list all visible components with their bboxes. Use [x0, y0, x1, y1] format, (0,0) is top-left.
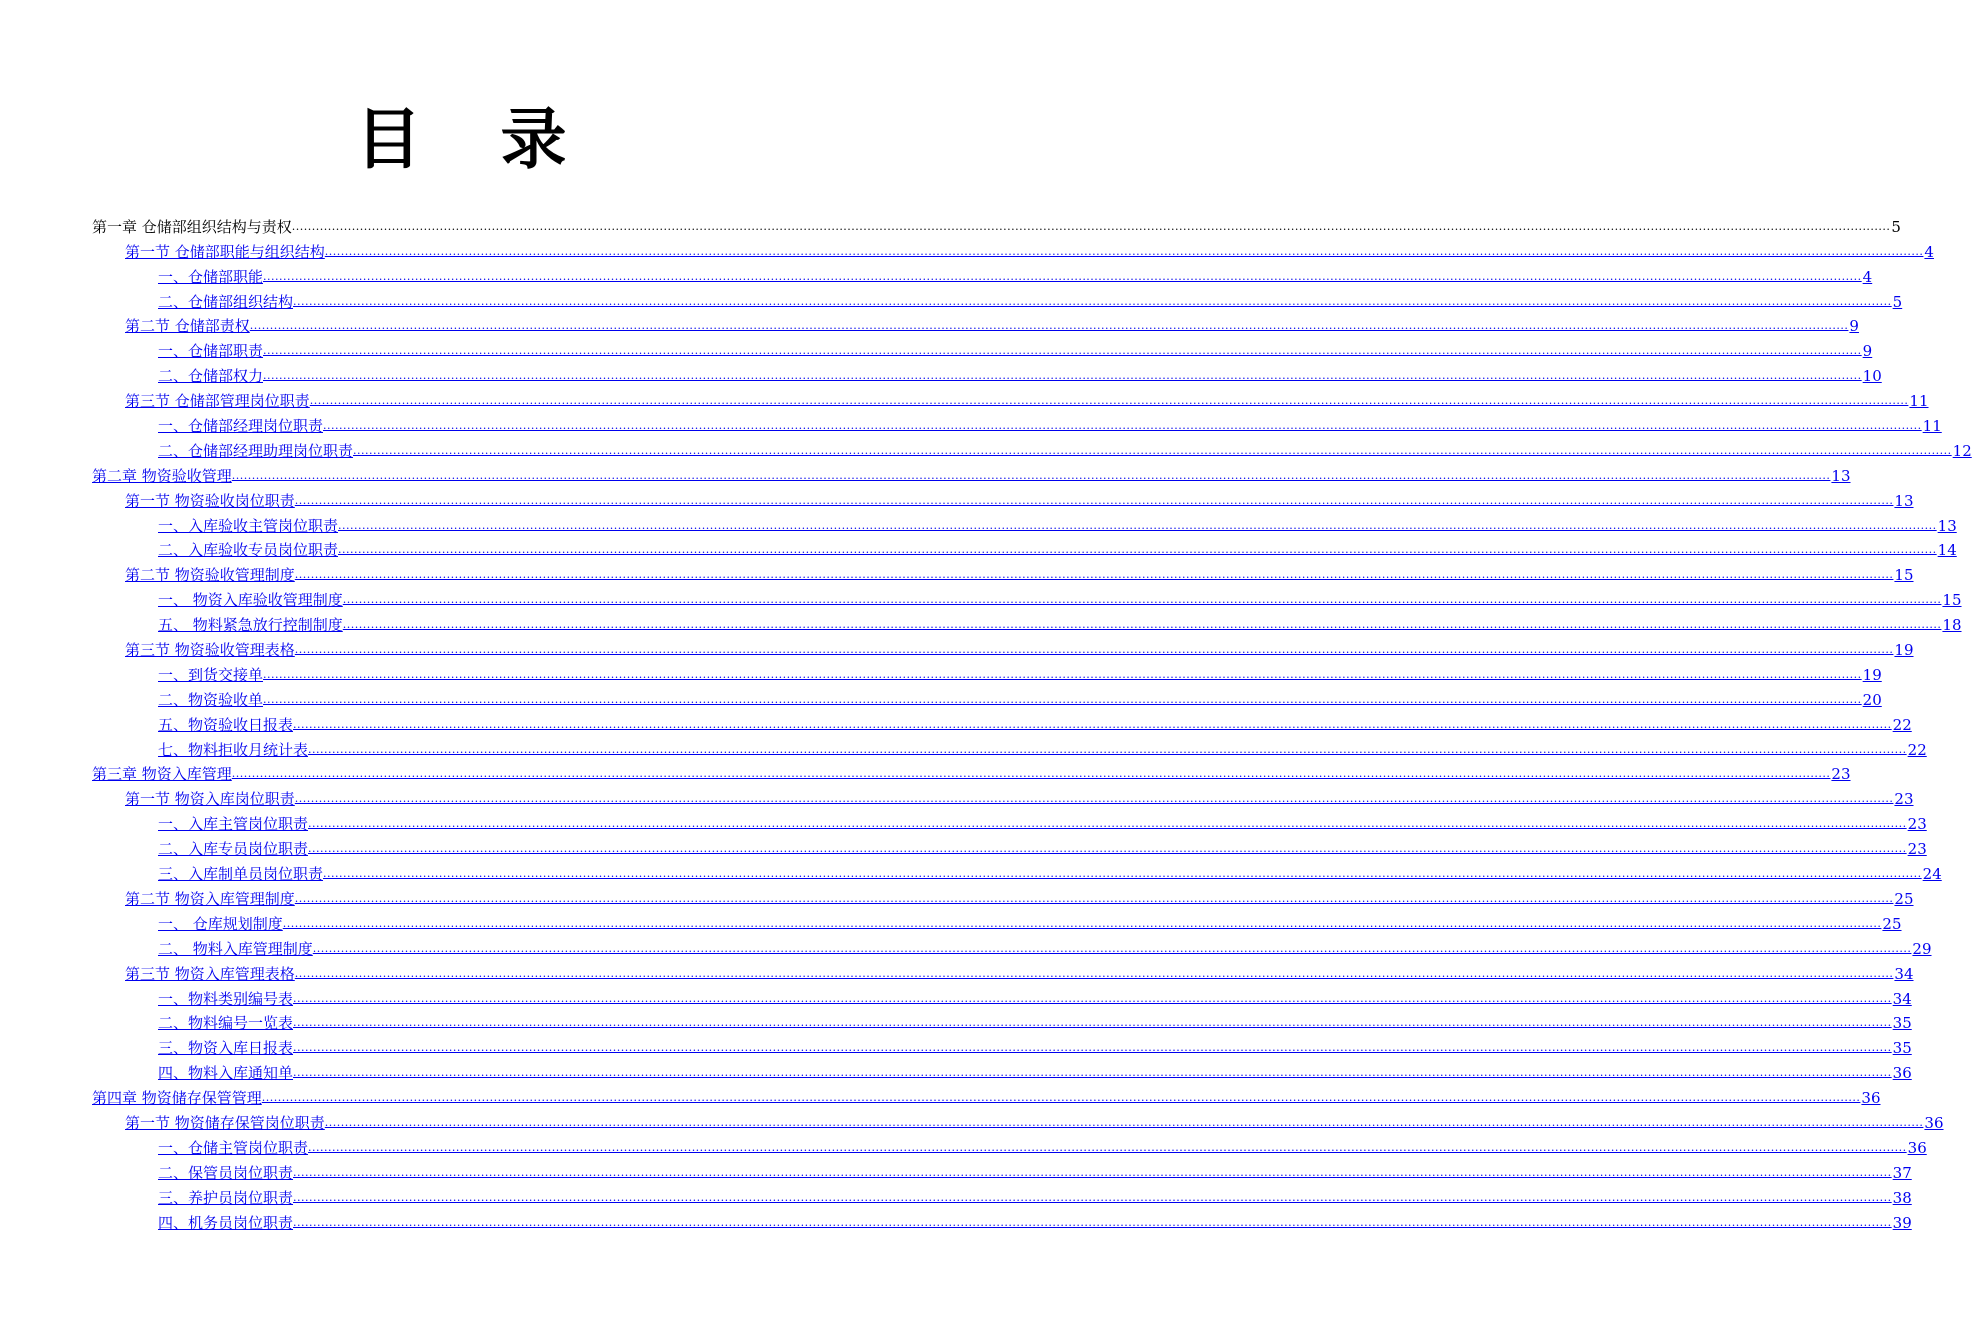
toc-entry-label: 一、物料类别编号表	[158, 989, 294, 1008]
toc-entry-page-number: 11	[1909, 392, 1929, 411]
toc-entry-label: 第一章 仓储部组织结构与责权	[92, 217, 292, 236]
toc-entry[interactable]	[92, 361, 1882, 386]
toc-entry-label: 一、仓储部职责	[158, 342, 264, 361]
toc-entry-label: 第二节 物资入库管理制度	[125, 889, 295, 908]
toc-leader-dots: ................................................................................................................................................................................................................................................................................................................................................................................................................	[342, 618, 1942, 632]
table-of-contents	[92, 212, 1972, 1233]
toc-entry-label: 一、仓储部职能	[158, 267, 264, 286]
toc-entry-label: 第四章 物资储存保管管理	[92, 1089, 262, 1108]
toc-entry-label: 第三章 物资入库管理	[92, 765, 232, 784]
toc-entry[interactable]	[92, 312, 1859, 337]
toc-entry-label: 第一节 物资验收岗位职责	[125, 491, 295, 510]
toc-leader-dots: ................................................................................................................................................................................................................................................................................................................................................................................................................	[231, 767, 1831, 781]
toc-leader-dots: ................................................................................................................................................................................................................................................................................................................................................................................................................	[309, 394, 1909, 408]
toc-entry[interactable]	[92, 486, 1914, 511]
toc-entry[interactable]	[92, 760, 1851, 785]
toc-entry-page-number: 37	[1892, 1163, 1912, 1182]
toc-entry[interactable]	[92, 1033, 1912, 1058]
toc-leader-dots: ................................................................................................................................................................................................................................................................................................................................................................................................................	[323, 867, 1922, 881]
toc-entry-page-number: 11	[1922, 417, 1942, 436]
toc-entry[interactable]	[92, 710, 1912, 735]
toc-leader-dots: ................................................................................................................................................................................................................................................................................................................................................................................................................	[293, 1190, 1892, 1204]
toc-leader-dots: ................................................................................................................................................................................................................................................................................................................................................................................................................	[263, 269, 1862, 283]
toc-entry-page-number: 19	[1894, 641, 1914, 660]
toc-entry[interactable]	[92, 1183, 1912, 1208]
toc-entry[interactable]	[92, 809, 1927, 834]
toc-entry-page-number: 19	[1862, 665, 1882, 684]
toc-entry-page-number: 39	[1892, 1213, 1912, 1232]
toc-entry[interactable]	[92, 237, 1934, 262]
toc-entry[interactable]	[92, 984, 1912, 1009]
toc-entry-label: 第二节 物资验收管理制度	[125, 566, 295, 585]
toc-entry-page-number: 4	[1924, 242, 1934, 261]
toc-leader-dots: ................................................................................................................................................................................................................................................................................................................................................................................................................	[293, 991, 1892, 1005]
toc-entry-label: 第二章 物资验收管理	[92, 466, 232, 485]
toc-leader-dots: ................................................................................................................................................................................................................................................................................................................................................................................................................	[342, 593, 1942, 607]
toc-entry[interactable]	[92, 959, 1914, 984]
toc-entry-label: 一、仓储部经理岗位职责	[158, 417, 324, 436]
toc-entry-label: 二、仓储部经理助理岗位职责	[158, 441, 354, 460]
toc-entry-page-number: 5	[1892, 292, 1903, 311]
toc-leader-dots: ................................................................................................................................................................................................................................................................................................................................................................................................................	[263, 667, 1862, 681]
toc-entry-label: 一、 物资入库验收管理制度	[158, 591, 343, 610]
toc-entry-label: 第三节 仓储部管理岗位职责	[125, 392, 310, 411]
toc-leader-dots: ................................................................................................................................................................................................................................................................................................................................................................................................................	[294, 568, 1894, 582]
toc-leader-dots: ................................................................................................................................................................................................................................................................................................................................................................................................................	[231, 468, 1831, 482]
toc-entry-page-number: 24	[1922, 865, 1942, 884]
toc-entry[interactable]	[92, 1108, 1944, 1133]
toc-leader-dots: ................................................................................................................................................................................................................................................................................................................................................................................................................	[294, 792, 1894, 806]
toc-entry-label: 五、物资验收日报表	[158, 715, 294, 734]
toc-entry-label: 一、入库主管岗位职责	[158, 815, 309, 834]
toc-entry-page-number: 22	[1907, 740, 1927, 759]
toc-entry	[92, 212, 1901, 237]
toc-entry-page-number: 13	[1894, 491, 1914, 510]
toc-entry[interactable]	[92, 287, 1903, 312]
toc-entry[interactable]	[92, 262, 1873, 287]
toc-leader-dots: ................................................................................................................................................................................................................................................................................................................................................................................................................	[282, 916, 1882, 930]
toc-leader-dots: ................................................................................................................................................................................................................................................................................................................................................................................................................	[294, 643, 1894, 657]
toc-leader-dots: ................................................................................................................................................................................................................................................................................................................................................................................................................	[308, 1140, 1907, 1154]
toc-entry-label: 二、保管员岗位职责	[158, 1163, 294, 1182]
toc-entry-label: 四、机务员岗位职责	[158, 1213, 294, 1232]
toc-entry-page-number: 38	[1892, 1188, 1912, 1207]
toc-leader-dots: ................................................................................................................................................................................................................................................................................................................................................................................................................	[293, 1215, 1892, 1229]
toc-entry-page-number: 29	[1912, 939, 1932, 958]
toc-leader-dots: ................................................................................................................................................................................................................................................................................................................................................................................................................	[353, 443, 1952, 457]
toc-entry-page-number: 35	[1892, 1014, 1912, 1033]
toc-entry-page-number: 13	[1937, 516, 1957, 535]
toc-entry-label: 三、物资入库日报表	[158, 1039, 294, 1058]
toc-entry-page-number: 35	[1892, 1039, 1912, 1058]
page-title: 目 录	[355, 101, 595, 178]
toc-entry-label: 二、物料编号一览表	[158, 1014, 294, 1033]
toc-entry-page-number: 34	[1892, 989, 1912, 1008]
toc-leader-dots: ................................................................................................................................................................................................................................................................................................................................................................................................................	[293, 1165, 1892, 1179]
toc-entry-page-number: 22	[1892, 715, 1912, 734]
toc-entry-label: 二、仓储部权力	[158, 367, 264, 386]
toc-entry-label: 一、 仓库规划制度	[158, 914, 283, 933]
toc-leader-dots: ................................................................................................................................................................................................................................................................................................................................................................................................................	[308, 742, 1907, 756]
toc-entry-page-number: 36	[1861, 1089, 1881, 1108]
toc-leader-dots: ................................................................................................................................................................................................................................................................................................................................................................................................................	[308, 842, 1907, 856]
toc-entry-page-number: 23	[1907, 815, 1927, 834]
toc-entry-page-number: 9	[1849, 317, 1859, 336]
toc-entry[interactable]	[92, 1058, 1912, 1083]
toc-entry-page-number: 15	[1942, 591, 1962, 610]
toc-entry-page-number: 34	[1894, 964, 1914, 983]
toc-leader-dots: ................................................................................................................................................................................................................................................................................................................................................................................................................	[263, 344, 1862, 358]
toc-entry-label: 一、入库验收主管岗位职责	[158, 516, 339, 535]
toc-entry[interactable]	[92, 685, 1882, 710]
toc-leader-dots: ................................................................................................................................................................................................................................................................................................................................................................................................................	[293, 1066, 1892, 1080]
toc-entry-page-number: 15	[1894, 566, 1914, 585]
toc-leader-dots: ................................................................................................................................................................................................................................................................................................................................................................................................................	[293, 294, 1892, 308]
toc-entry[interactable]	[92, 610, 1962, 635]
toc-entry[interactable]	[92, 1158, 1912, 1183]
toc-entry-page-number: 23	[1894, 790, 1914, 809]
toc-entry[interactable]	[92, 411, 1942, 436]
toc-leader-dots: ................................................................................................................................................................................................................................................................................................................................................................................................................	[323, 419, 1922, 433]
toc-entry-label: 二、仓储部组织结构	[158, 292, 294, 311]
toc-entry[interactable]	[92, 336, 1873, 361]
toc-leader-dots: ................................................................................................................................................................................................................................................................................................................................................................................................................	[291, 219, 1891, 233]
toc-leader-dots: ................................................................................................................................................................................................................................................................................................................................................................................................................	[261, 1091, 1861, 1105]
toc-entry-label: 二、 物料入库管理制度	[158, 939, 313, 958]
toc-entry[interactable]	[92, 660, 1882, 685]
toc-entry-page-number: 25	[1882, 914, 1902, 933]
toc-entry-label: 第一节 仓储部职能与组织结构	[125, 242, 325, 261]
toc-leader-dots: ................................................................................................................................................................................................................................................................................................................................................................................................................	[338, 518, 1937, 532]
toc-entry-label: 第一节 物资入库岗位职责	[125, 790, 295, 809]
toc-entry[interactable]	[92, 735, 1927, 760]
toc-leader-dots: ................................................................................................................................................................................................................................................................................................................................................................................................................	[338, 543, 1937, 557]
toc-entry[interactable]	[92, 834, 1927, 859]
toc-entry-page-number: 23	[1831, 765, 1851, 784]
toc-leader-dots: ................................................................................................................................................................................................................................................................................................................................................................................................................	[308, 817, 1907, 831]
toc-entry-label: 三、养护员岗位职责	[158, 1188, 294, 1207]
toc-entry[interactable]	[92, 934, 1932, 959]
toc-entry-label: 第三节 物资验收管理表格	[125, 641, 295, 660]
toc-entry-page-number: 18	[1942, 616, 1962, 635]
toc-entry-page-number: 10	[1862, 367, 1882, 386]
toc-entry-label: 二、入库验收专员岗位职责	[158, 541, 339, 560]
toc-entry-label: 二、物资验收单	[158, 690, 264, 709]
toc-leader-dots: ................................................................................................................................................................................................................................................................................................................................................................................................................	[324, 244, 1924, 258]
toc-entry-page-number: 9	[1862, 342, 1873, 361]
toc-entry-page-number: 25	[1894, 889, 1914, 908]
toc-leader-dots: ................................................................................................................................................................................................................................................................................................................................................................................................................	[293, 1041, 1892, 1055]
toc-entry-page-number: 20	[1862, 690, 1882, 709]
toc-entry[interactable]	[92, 784, 1914, 809]
toc-entry-page-number: 23	[1907, 840, 1927, 859]
toc-leader-dots: ................................................................................................................................................................................................................................................................................................................................................................................................................	[249, 319, 1849, 333]
toc-leader-dots: ................................................................................................................................................................................................................................................................................................................................................................................................................	[294, 891, 1894, 905]
toc-leader-dots: ................................................................................................................................................................................................................................................................................................................................................................................................................	[293, 1016, 1892, 1030]
toc-entry-label: 五、 物料紧急放行控制制度	[158, 616, 343, 635]
toc-entry-label: 二、入库专员岗位职责	[158, 840, 309, 859]
toc-entry[interactable]	[92, 461, 1851, 486]
toc-entry[interactable]	[92, 859, 1942, 884]
toc-leader-dots: ................................................................................................................................................................................................................................................................................................................................................................................................................	[294, 966, 1894, 980]
toc-entry[interactable]	[92, 909, 1902, 934]
toc-entry-label: 一、到货交接单	[158, 665, 264, 684]
toc-entry[interactable]	[92, 1009, 1912, 1034]
toc-entry[interactable]	[92, 1133, 1927, 1158]
toc-entry[interactable]	[92, 386, 1929, 411]
toc-entry[interactable]	[92, 1083, 1881, 1108]
toc-entry[interactable]	[92, 635, 1914, 660]
toc-entry-page-number: 5	[1891, 217, 1901, 236]
toc-entry-label: 第一节 物资储存保管岗位职责	[125, 1113, 325, 1132]
toc-leader-dots: ................................................................................................................................................................................................................................................................................................................................................................................................................	[294, 493, 1894, 507]
toc-leader-dots: ................................................................................................................................................................................................................................................................................................................................................................................................................	[293, 717, 1892, 731]
toc-entry[interactable]	[92, 585, 1962, 610]
toc-entry-label: 一、仓储主管岗位职责	[158, 1138, 309, 1157]
toc-entry-label: 七、物料拒收月统计表	[158, 740, 309, 759]
toc-entry-label: 三、入库制单员岗位职责	[158, 865, 324, 884]
toc-entry[interactable]	[92, 511, 1957, 536]
toc-entry-page-number: 36	[1907, 1138, 1927, 1157]
toc-leader-dots: ................................................................................................................................................................................................................................................................................................................................................................................................................	[324, 1115, 1924, 1129]
toc-entry-page-number: 13	[1831, 466, 1851, 485]
toc-entry-label: 第二节 仓储部责权	[125, 317, 250, 336]
toc-entry[interactable]	[92, 536, 1957, 561]
toc-entry[interactable]	[92, 1208, 1912, 1233]
toc-entry-page-number: 4	[1862, 267, 1873, 286]
toc-leader-dots: ................................................................................................................................................................................................................................................................................................................................................................................................................	[312, 941, 1912, 955]
toc-entry-page-number: 12	[1952, 441, 1972, 460]
toc-entry-label: 第三节 物资入库管理表格	[125, 964, 295, 983]
toc-entry[interactable]	[92, 560, 1914, 585]
toc-leader-dots: ................................................................................................................................................................................................................................................................................................................................................................................................................	[263, 692, 1862, 706]
toc-entry-page-number: 36	[1892, 1064, 1912, 1083]
toc-entry[interactable]	[92, 436, 1972, 461]
toc-entry-label: 四、物料入库通知单	[158, 1064, 294, 1083]
toc-entry-page-number: 36	[1924, 1113, 1944, 1132]
toc-leader-dots: ................................................................................................................................................................................................................................................................................................................................................................................................................	[263, 369, 1862, 383]
toc-entry-page-number: 14	[1937, 541, 1957, 560]
toc-entry[interactable]	[92, 884, 1914, 909]
